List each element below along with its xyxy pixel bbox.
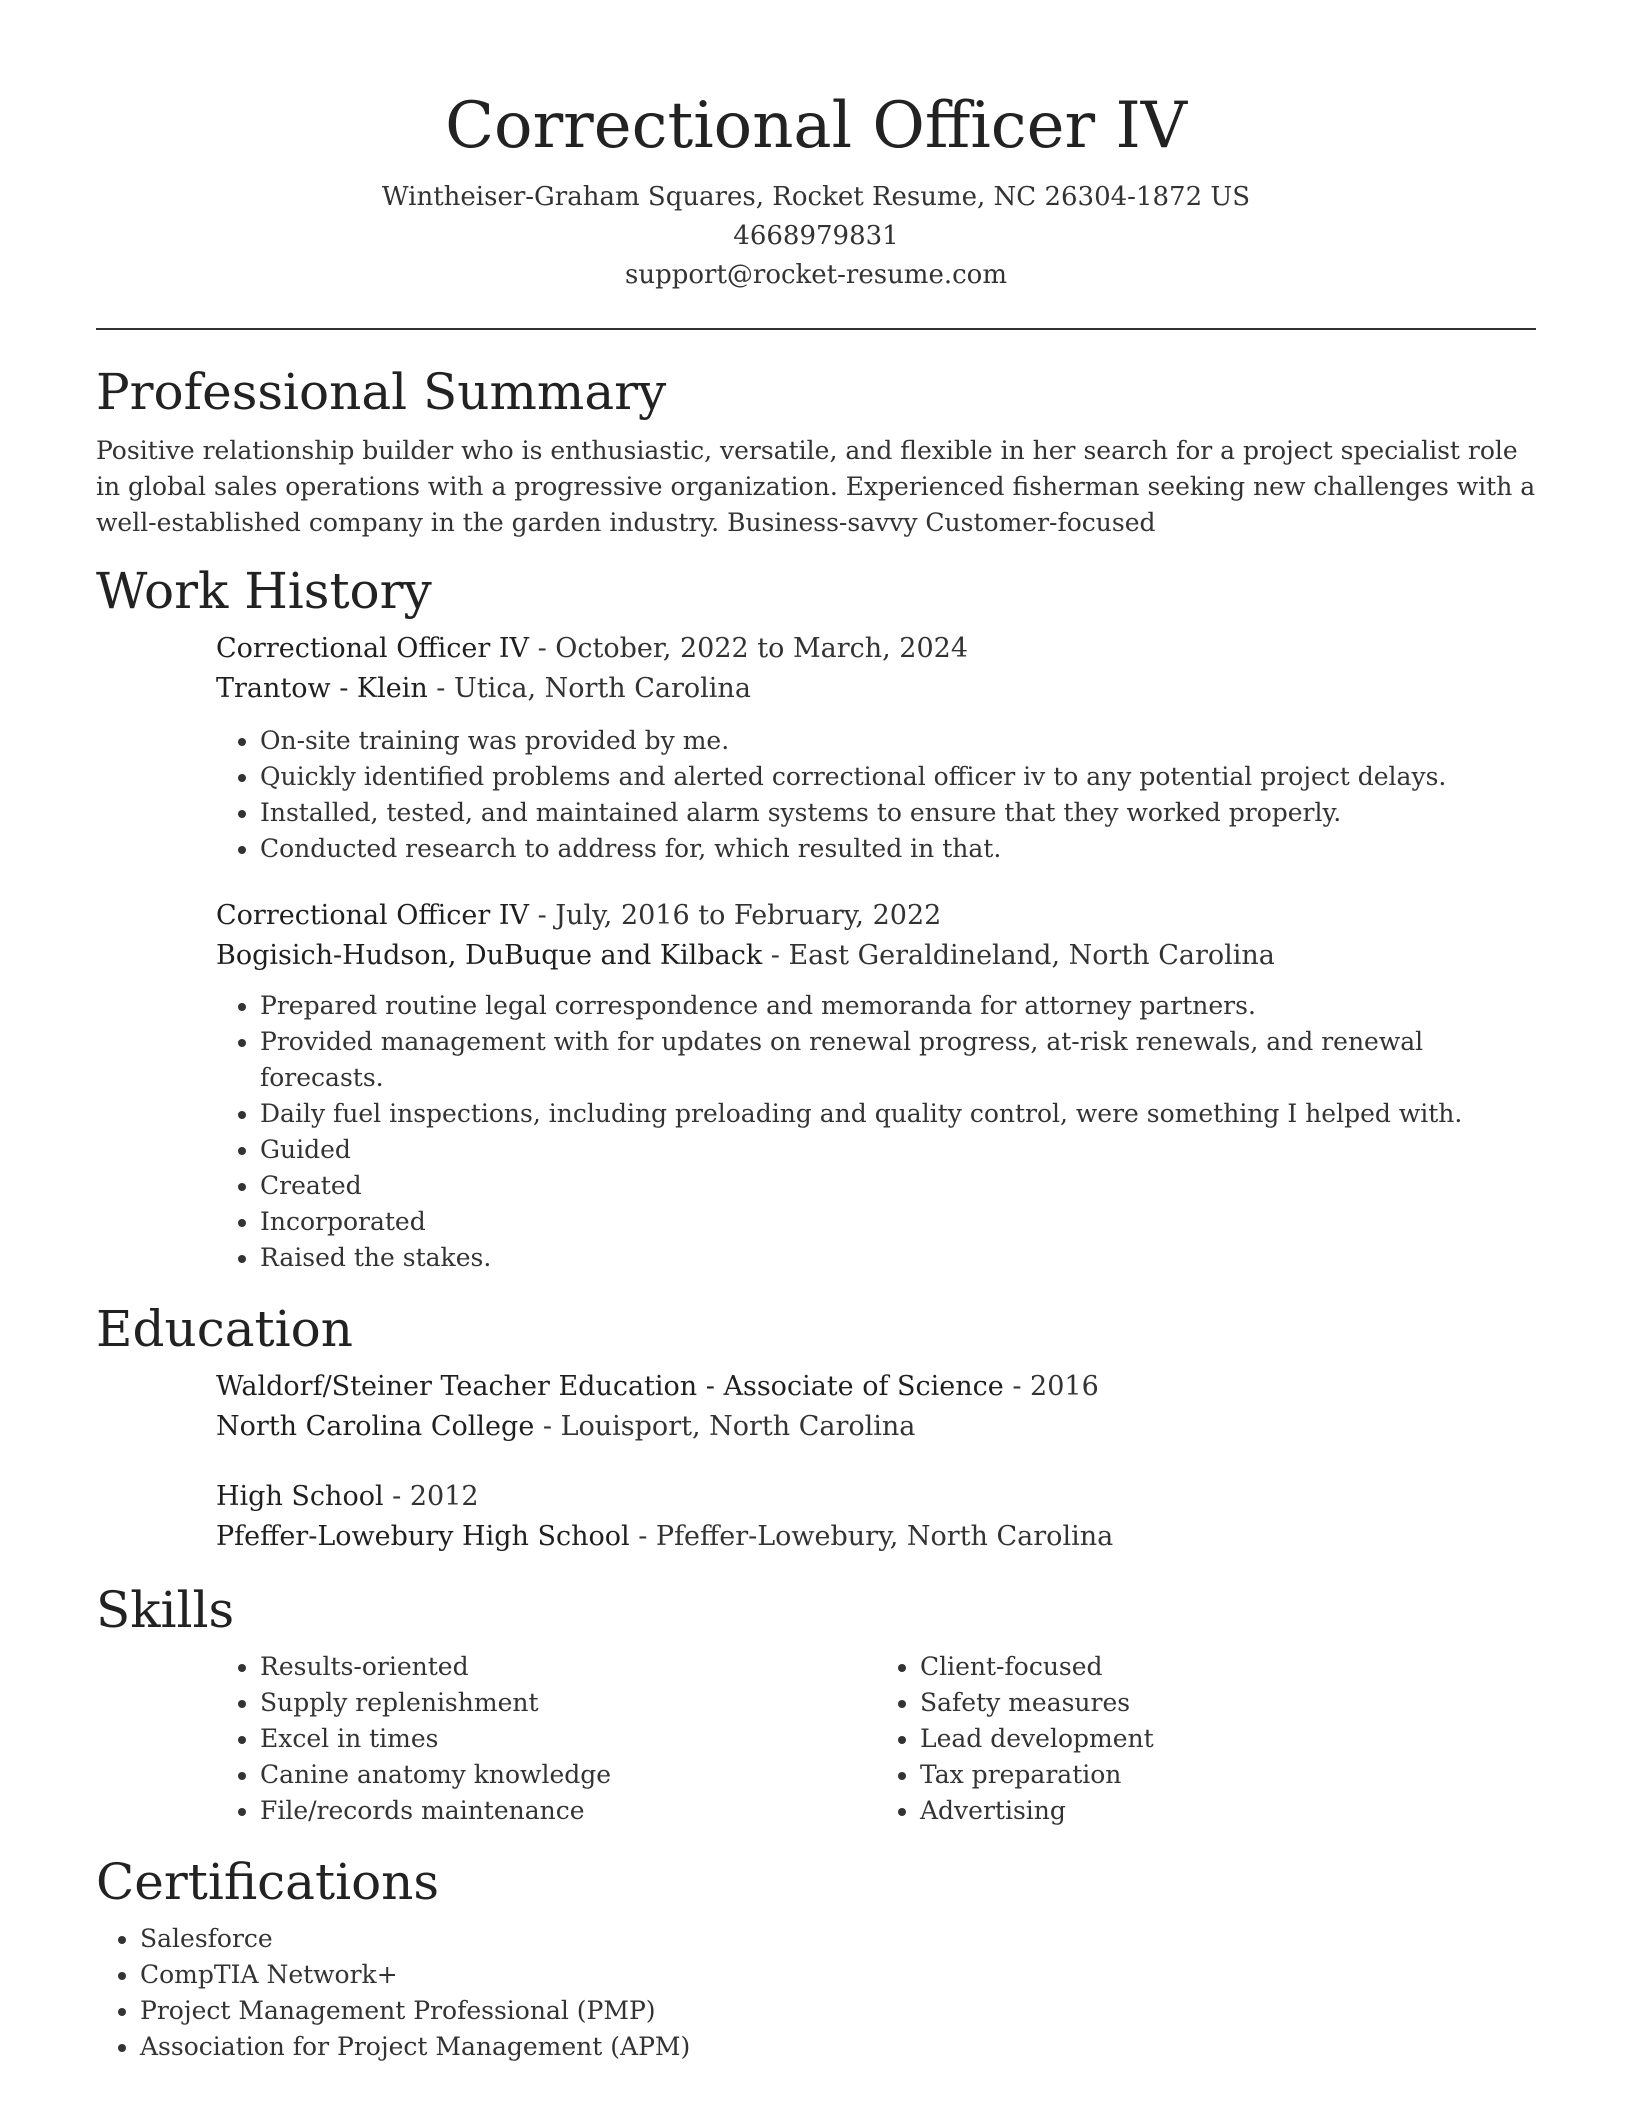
job-company-line [216, 669, 1536, 709]
list-item: • Client-focused [920, 1649, 1536, 1685]
list-item: • Results-oriented [260, 1649, 876, 1685]
list-item: • Installed, tested, and maintained alarm systems to ensure that they worked properly. [260, 795, 1536, 831]
education-entry [216, 1477, 1536, 1557]
degree-year: - 2016 [1003, 1371, 1099, 1402]
education-entry [216, 1367, 1536, 1447]
education-heading: Education [96, 1300, 353, 1358]
work-history-section [96, 560, 1536, 1276]
list-item: • Created [260, 1168, 1536, 1204]
resume-page [96, 0, 1536, 2065]
degree-line [216, 1367, 1536, 1407]
list-item: • On-site training was provided by me. [260, 723, 1536, 759]
job-role: Correctional Officer IV [216, 633, 529, 664]
summary-section [96, 361, 1536, 541]
list-item: • Project Management Professional (PMP) [140, 1993, 1536, 2029]
resume-header [96, 0, 1536, 295]
header-divider [96, 328, 1536, 330]
job-dates: - October, 2022 to March, 2024 [528, 633, 969, 664]
degree-year: - 2012 [383, 1481, 479, 1512]
list-item: • Safety measures [920, 1685, 1536, 1721]
list-item: • Raised the stakes. [260, 1240, 1536, 1276]
job-company-line [216, 936, 1536, 976]
list-item: • Conducted research to address for, which resulted in that. [260, 831, 1536, 867]
school-name: North Carolina College [216, 1411, 535, 1442]
job-location: - East Geraldineland, North Carolina [762, 940, 1275, 971]
list-item: • File/records maintenance [260, 1793, 876, 1829]
certifications-heading: Certifications [96, 1853, 440, 1911]
job-dates: - July, 2016 to February, 2022 [528, 900, 942, 931]
skills-heading: Skills [96, 1581, 235, 1639]
list-item: • Provided management with for updates on renewal progress, at-risk renewals, and renewal forecasts. [260, 1024, 1536, 1096]
list-item: • Association for Project Management (APM) [140, 2029, 1536, 2065]
contact-email[interactable]: support@rocket-resume.com [624, 260, 1007, 290]
list-item: • Quickly identified problems and alerted correctional officer iv to any potential project delays. [260, 759, 1536, 795]
job-title-line [216, 896, 1536, 936]
list-item: • Guided [260, 1132, 1536, 1168]
job-title-line [216, 629, 1536, 669]
candidate-title: Correctional Officer IV [445, 89, 1187, 163]
skills-section [96, 1579, 1536, 1829]
list-item: • Canine anatomy knowledge [260, 1757, 876, 1793]
list-item: • Daily fuel inspections, including preloading and quality control, were something I helped with. [260, 1096, 1536, 1132]
job-entry [216, 629, 1536, 867]
work-history-heading: Work History [96, 562, 432, 620]
degree-name: Waldorf/Steiner Teacher Education - Associate of Science [216, 1371, 1004, 1402]
job-role: Correctional Officer IV [216, 900, 529, 931]
job-entry [216, 896, 1536, 1276]
job-company: Bogisich-Hudson, DuBuque and Kilback [216, 940, 763, 971]
summary-heading: Professional Summary [96, 363, 667, 421]
school-location: - Louisport, North Carolina [534, 1411, 916, 1442]
degree-name: High School [216, 1481, 384, 1512]
school-location: - Pfeffer-Lowebury, North Carolina [629, 1521, 1114, 1552]
list-item: • Supply replenishment [260, 1685, 876, 1721]
job-bullet-list [216, 988, 1536, 1276]
certifications-list [96, 1921, 1536, 2065]
school-line [216, 1517, 1536, 1557]
summary-text: Positive relationship builder who is enthusiastic, versatile, and flexible in her search for a project specialist role in global sales operations with a progressive organization. Experienced fisherman seeking new challenges with a well-established company in the garden industry. Business-savvy Customer-focused [96, 436, 1536, 537]
skills-list-left [216, 1649, 876, 1829]
list-item: • Prepared routine legal correspondence and memoranda for attorney partners. [260, 988, 1536, 1024]
list-item: • Lead development [920, 1721, 1536, 1757]
certifications-section [96, 1851, 1536, 2065]
job-company: Trantow - Klein [216, 673, 428, 704]
school-name: Pfeffer-Lowebury High School [216, 1521, 630, 1552]
contact-block [96, 178, 1536, 295]
job-bullet-list [216, 723, 1536, 867]
list-item: • Tax preparation [920, 1757, 1536, 1793]
list-item: • Salesforce [140, 1921, 1536, 1957]
skills-list-right [876, 1649, 1536, 1829]
job-location: - Utica, North Carolina [427, 673, 751, 704]
list-item: • Incorporated [260, 1204, 1536, 1240]
list-item: • Advertising [920, 1793, 1536, 1829]
education-section [96, 1298, 1536, 1557]
school-line [216, 1407, 1536, 1447]
list-item: • CompTIA Network+ [140, 1957, 1536, 1993]
degree-line [216, 1477, 1536, 1517]
skills-columns [216, 1649, 1536, 1829]
contact-address: Wintheiser-Graham Squares, Rocket Resume, NC 26304-1872 US [381, 182, 1251, 212]
list-item: • Excel in times [260, 1721, 876, 1757]
contact-phone: 4668979831 [733, 221, 899, 251]
